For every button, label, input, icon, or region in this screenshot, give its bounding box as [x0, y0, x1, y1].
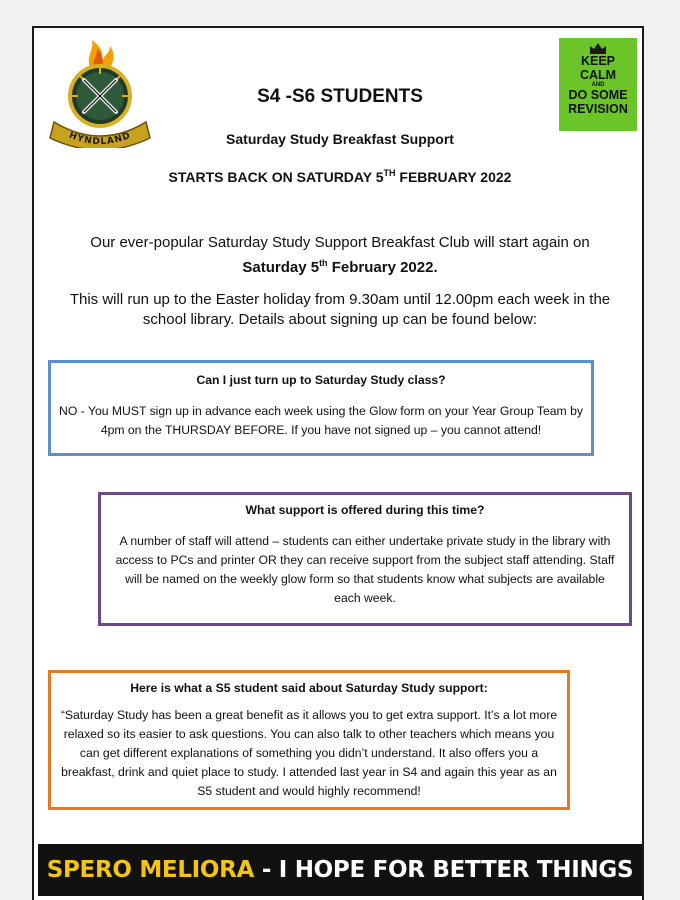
keep-calm-line-4: DO SOME: [568, 88, 628, 102]
page-subtitle: Saturday Study Breakfast Support: [226, 131, 454, 147]
keep-calm-line-1: KEEP: [580, 54, 616, 68]
start-date-heading: [34, 168, 646, 185]
document-page: [32, 26, 644, 900]
support-box-heading: What support is offered during this time?: [245, 503, 485, 517]
motto-banner: [38, 844, 642, 896]
motto-translation: - I HOPE FOR BETTER THINGS: [254, 857, 634, 883]
crown-icon: [588, 41, 608, 55]
quote-box-body: “Saturday Study has been a great benefit as it allows you to get extra support. It’s a lot more relaxed so its easier to ask questions. You can also talk to other teachers which means you can get different explanations of something you didn’t understand. It also offers you a breakfast, drink and quiet place to study. I attended last year in S4 and again this year as an S5 student and would highly recommend!: [60, 708, 558, 798]
start-date-suffix: FEBRUARY 2022: [395, 169, 512, 185]
keep-calm-line-2: CALM: [579, 67, 617, 82]
intro-p1-text: Our ever-popular Saturday Study Support Breakfast Club will start again on: [90, 234, 590, 251]
keep-calm-line-5: REVISION: [568, 101, 628, 116]
student-quote-box: [48, 670, 570, 810]
page-title: S4 -S6 STUDENTS: [257, 86, 423, 107]
intro-date-suffix: February 2022.: [327, 259, 438, 276]
quote-box-heading: Here is what a S5 student said about Saturday Study support:: [130, 681, 488, 695]
intro-date-ordinal: th: [319, 258, 328, 268]
keep-calm-line-3: AND: [591, 82, 605, 88]
support-info-box: [98, 492, 632, 626]
signup-box-body: NO - You MUST sign up in advance each week using the Glow form on your Year Group Team by 4pm on the THURSDAY BEFORE. If you have not signed up – you cannot attend!: [59, 404, 583, 437]
signup-info-box: [48, 360, 594, 456]
intro-paragraph-2: This will run up to the Easter holiday from 9.30am until 12.00pm each week in the school library. Details about signing up can be found below:: [69, 291, 611, 328]
intro-text: [64, 233, 616, 342]
intro-paragraph-1: [64, 233, 616, 278]
crest-ribbon-text: HYNDLAND: [67, 130, 133, 148]
keep-calm-poster: [559, 38, 637, 131]
start-date-prefix: STARTS BACK ON SATURDAY 5: [168, 169, 384, 185]
motto-latin: SPERO MELIORA: [46, 857, 255, 883]
support-box-body: A number of staff will attend – students can either undertake private study in the library with access to PCs and printer OR they can receive support from the subject staff attending. Staff will be named on the weekly glow form so that students know what subjects are available each week.: [115, 534, 615, 605]
start-date-ordinal: TH: [383, 168, 396, 178]
intro-date-prefix: Saturday 5: [242, 259, 320, 276]
signup-box-heading: Can I just turn up to Saturday Study class?: [196, 373, 446, 387]
intro-p1-date: [242, 259, 437, 276]
